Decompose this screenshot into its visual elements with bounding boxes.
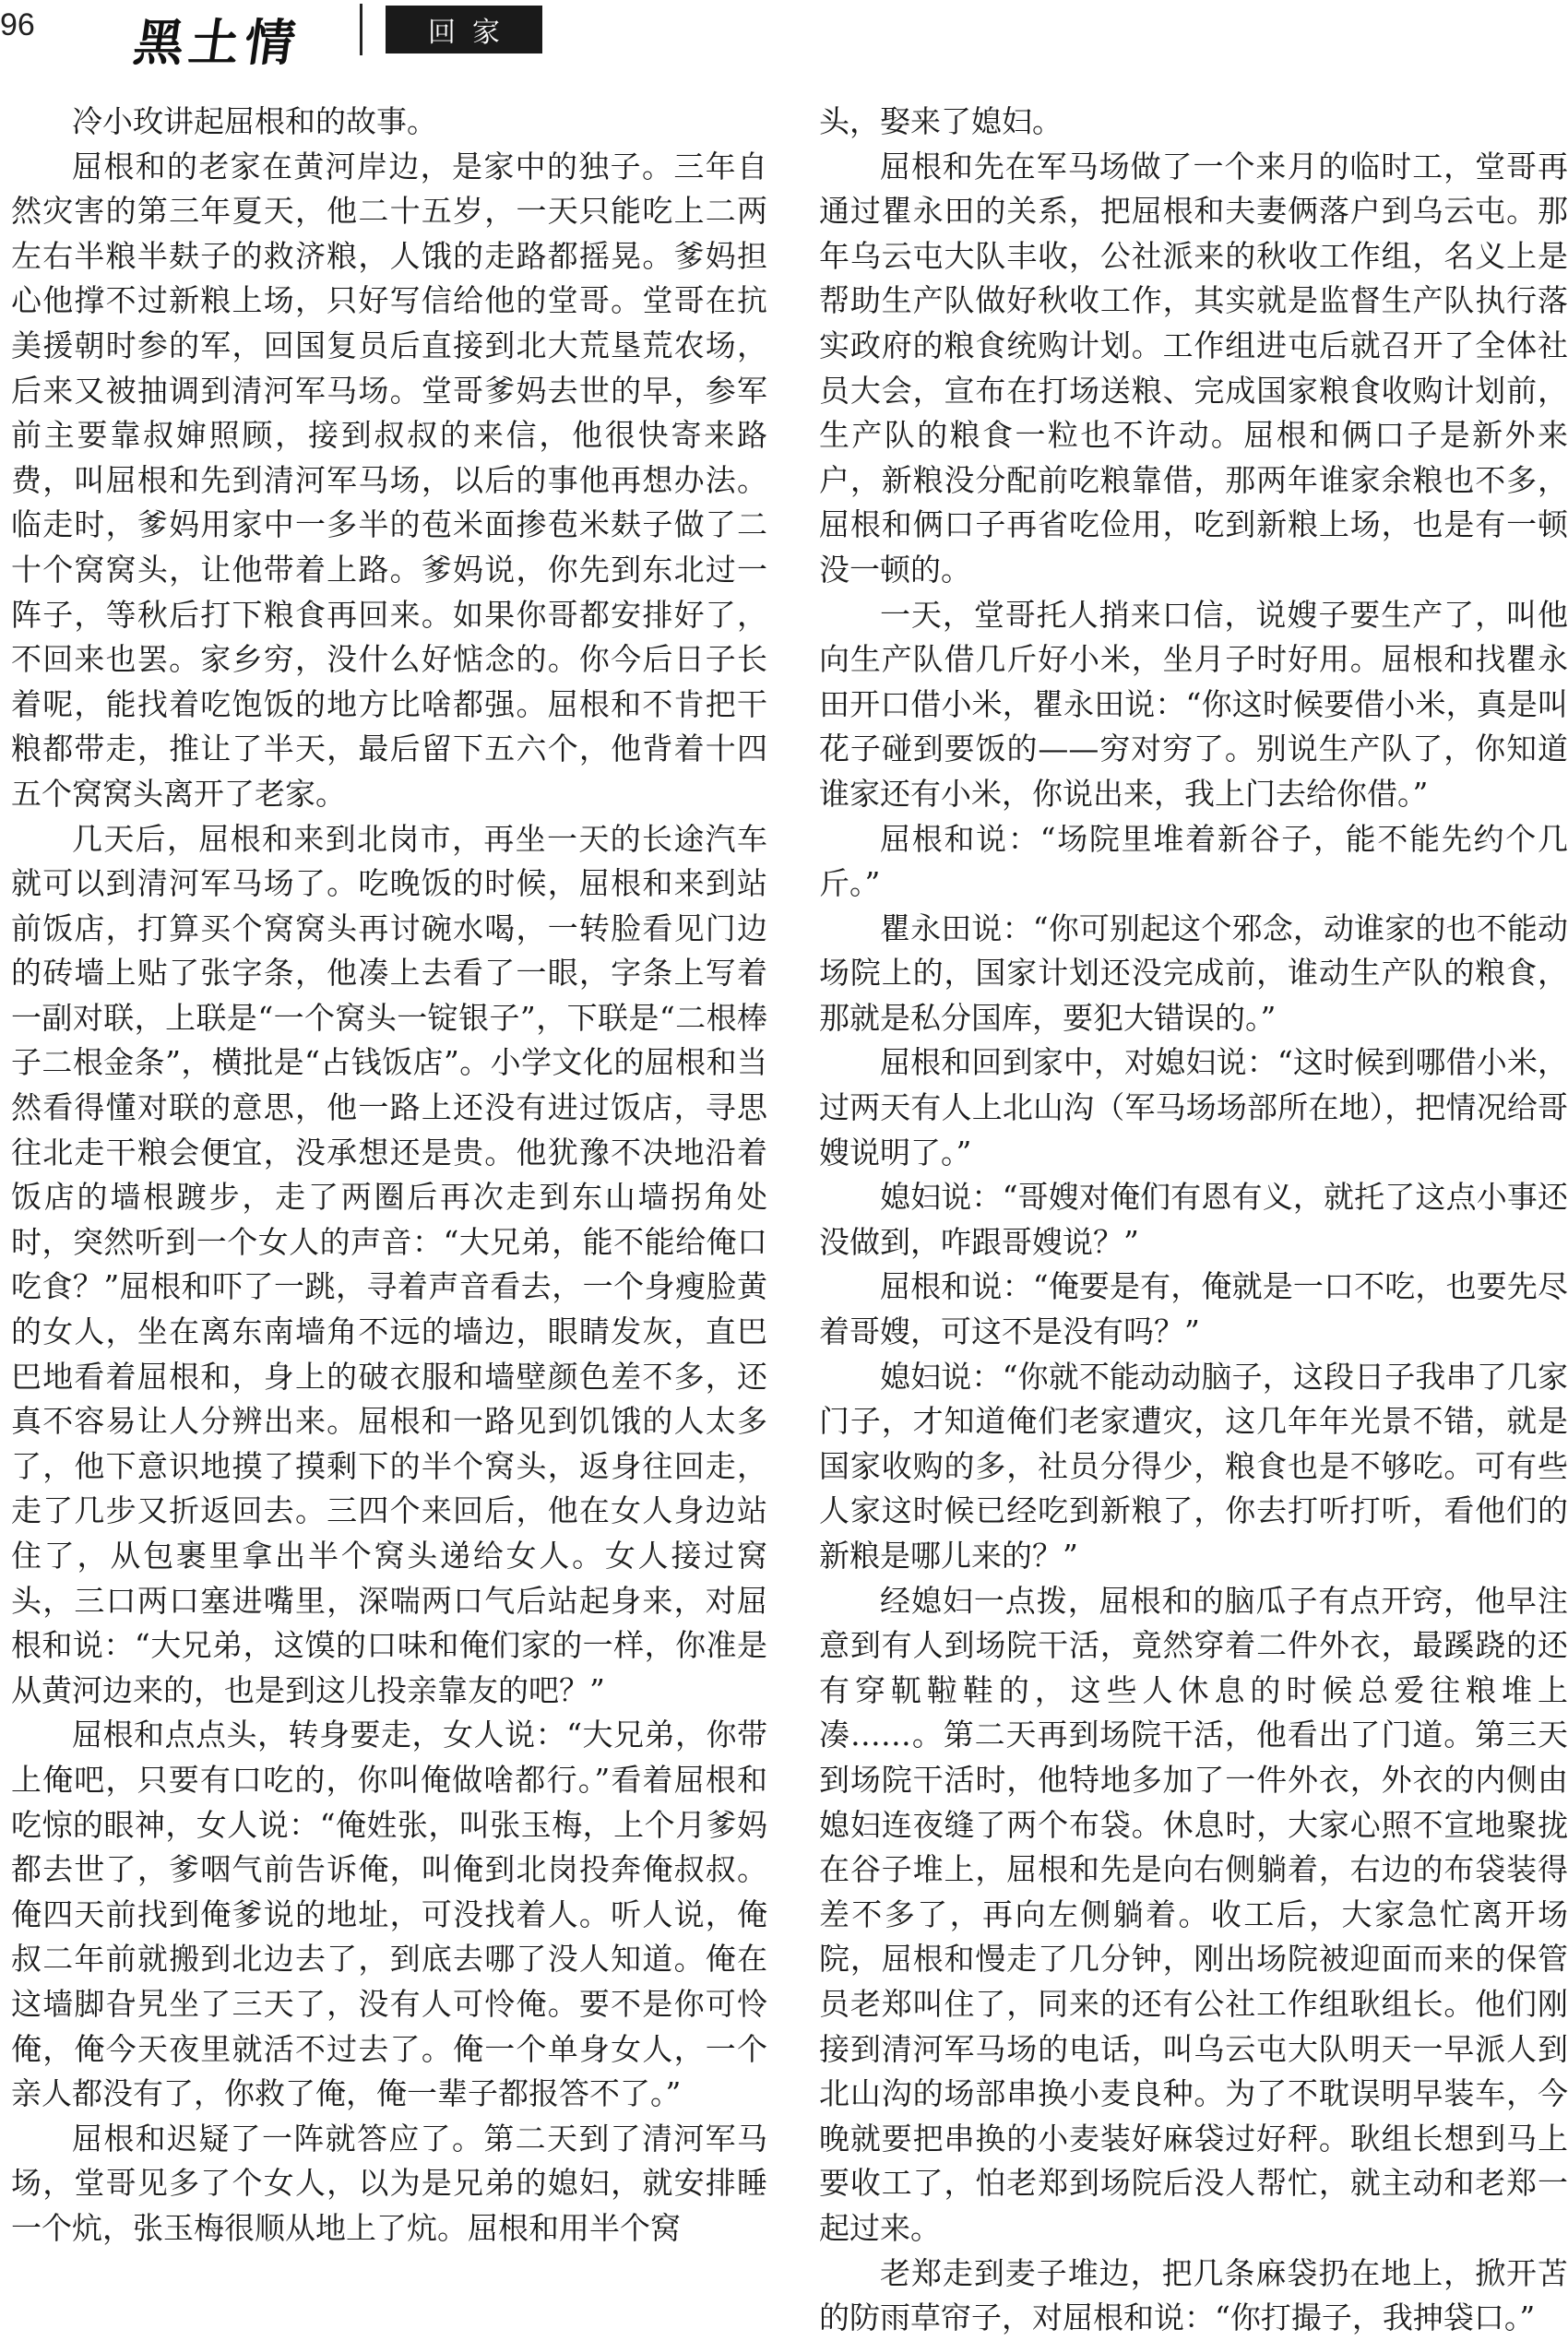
paragraph: 瞿永田说：“你可别起这个邪念，动谁家的也不能动场院上的，国家计划还没完成前，谁动生产队的粮食，那就是私分国库，要犯大错误的。” bbox=[819, 909, 1568, 1036]
paragraph: 几天后，屈根和来到北岗市，再坐一天的长途汽车就可以到清河军马场了。吃晚饭的时候，屈根和来到站前饭店，打算买个窝窝头再讨碗水喝，一转脸看见门边的砖墙上贴了张字条，他凑上去看了一眼，字条上写着一副对联，上联是“一个窝头一锭银子”，下联是“二根棒子二根金条”，横批是“占钱饭店”。小学文化的屈根和当然看得懂对联的意思，他一路上还没有进过饭店，寻思往北走干粮会便宜，没承想还是贵。他犹豫不决地沿着饭店的墙根踱步，走了两圈后再次走到东山墙拐角处时，突然听到一个女人的声音：“大兄弟，能不能给俺口吃食？”屈根和吓了一跳，寻着声音看去，一个身瘦脸黄的女人，坐在离东南墙角不远的墙边，眼睛发灰，直巴巴地看着屈根和，身上的破衣服和墙壁颜色差不多，还真不容易让人分辨出来。屈根和一路见到饥饿的人太多了，他下意识地摸了摸剩下的半个窝头，返身往回走，走了几步又折返回去。三四个来回后，他在女人身边站住了，从包裹里拿出半个窝头递给女人。女人接过窝头，三口两口塞进嘴里，深喘两口气后站起身来，对屈根和说：“大兄弟，这馍的口味和俺们家的一样，你准是从黄河边来的，也是到这儿投亲靠友的吧？” bbox=[11, 820, 767, 1708]
paragraph: 经媳妇一点拨，屈根和的脑瓜子有点开窍，他早注意到有人到场院干活，竟然穿着二件外衣，最蹊跷的还有穿靰鞡鞋的，这些人休息的时候总爱往粮堆上凑……。第二天再到场院干活，他看出了门道。第三天到场院干活时，他特地多加了一件外衣，外衣的内侧由媳妇连夜缝了两个布袋。休息时，大家心照不宣地聚拢在谷子堆上，屈根和先是向右侧躺着，右边的布袋装得差不多了，再向左侧躺着。收工后，大家急忙离开场院，屈根和慢走了几分钟，刚出场院被迎面而来的保管员老郑叫住了，同来的还有公社工作组耿组长。他们刚接到清河军马场的电话，叫乌云屯大队明天一早派人到北山沟的场部串换小麦良种。为了不耽误明早装车，今晚就要把串换的小麦装好麻袋过好秤。耿组长想到马上要收工了，怕老郑到场院后没人帮忙，就主动和老郑一起过来。 bbox=[819, 1582, 1568, 2246]
paragraph-continued: 头，娶来了媳妇。 bbox=[819, 103, 1063, 139]
magazine-title: 黑土情 bbox=[130, 13, 305, 72]
left-column bbox=[11, 100, 767, 2252]
paragraph: 媳妇说：“哥嫂对俺们有恩有义，就托了这点小事还没做到，咋跟哥嫂说？” bbox=[819, 1179, 1568, 1260]
paragraph: 屈根和点点头，转身要走，女人说：“大兄弟，你带上俺吧，只要有口吃的，你叫俺做啥都行。”看着屈根和吃惊的眼神，女人说：“俺姓张，叫张玉梅，上个月爹妈都去世了，爹咽气前告诉俺，叫俺到北岗投奔俺叔叔。俺四天前找到俺爹说的地址，可没找着人。听人说，俺叔二年前就搬到北边去了，到底去哪了没人知道。俺在这墙脚旮旯坐了三天了，没有人可怜俺。要不是你可怜俺，俺今天夜里就活不过去了。俺一个单身女人，一个亲人都没有了，你救了俺，俺一辈子都报答不了。” bbox=[11, 1717, 767, 2112]
paragraph: 屈根和回到家中，对媳妇说：“这时候到哪借小米，过两天有人上北山沟（军马场场部所在地），把情况给哥嫂说明了。” bbox=[819, 1044, 1568, 1170]
paragraph: 屈根和迟疑了一阵就答应了。第二天到了清河军马场，堂哥见多了个女人，以为是兄弟的媳妇，就安排睡一个炕，张玉梅很顺从地上了炕。屈根和用半个窝 bbox=[11, 2120, 767, 2246]
paragraph: 屈根和说：“场院里堆着新谷子，能不能先约个几斤。” bbox=[819, 820, 1568, 902]
page-number: 96 bbox=[0, 7, 35, 42]
section-label: 回家 bbox=[386, 6, 542, 53]
header-divider bbox=[360, 4, 362, 55]
paragraph: 媳妇说：“你就不能动动脑子，这段日子我串了几家门子，才知道俺们老家遭灾，这几年年光景不错，就是国家收购的多，社员分得少，粮食也是不够吃。可有些人家这时候已经吃到新粮了，你去打听打听，看他们的新粮是哪儿来的？” bbox=[819, 1358, 1568, 1574]
paragraph: 屈根和说：“俺要是有，俺就是一口不吃，也要先尽着哥嫂，可这不是没有吗？” bbox=[819, 1268, 1568, 1350]
paragraph: 一天，堂哥托人捎来口信，说嫂子要生产了，叫他向生产队借几斤好小米，坐月子时好用。屈根和找瞿永田开口借小米，瞿永田说：“你这时候要借小米，真是叫花子碰到要饭的——穷对穷了。别说生产队了，你知道谁家还有小米，你说出来，我上门去给你借。” bbox=[819, 596, 1568, 812]
paragraph: 屈根和的老家在黄河岸边，是家中的独子。三年自然灾害的第三年夏天，他二十五岁，一天只能吃上二两左右半粮半麸子的救济粮，人饿的走路都摇晃。爹妈担心他撑不过新粮上场，只好写信给他的堂哥。堂哥在抗美援朝时参的军，回国复员后直接到北大荒垦荒农场，后来又被抽调到清河军马场。堂哥爹妈去世的早，参军前主要靠叔婶照顾，接到叔叔的来信，他很快寄来路费，叫屈根和先到清河军马场，以后的事他再想办法。临走时，爹妈用家中一多半的苞米面掺苞米麸子做了二十个窝窝头，让他带着上路。爹妈说，你先到东北过一阵子，等秋后打下粮食再回来。如果你哥都安排好了，不回来也罢。家乡穷，没什么好惦念的。你今后日子长着呢，能找着吃饱饭的地方比啥都强。屈根和不肯把干粮都带走，推让了半天，最后留下五六个，他背着十四五个窝窝头离开了老家。 bbox=[11, 148, 767, 812]
paragraph: 老郑走到麦子堆边，把几条麻袋扔在地上，掀开苫的防雨草帘子，对屈根和说：“你打撮子，我抻袋口。” bbox=[819, 2254, 1568, 2336]
paragraph: 冷小玫讲起屈根和的故事。 bbox=[72, 103, 437, 139]
page-header bbox=[0, 0, 1568, 72]
right-column bbox=[819, 100, 1568, 2341]
paragraph: 屈根和先在军马场做了一个来月的临时工，堂哥再通过瞿永田的关系，把屈根和夫妻俩落户到乌云屯。那年乌云屯大队丰收，公社派来的秋收工作组，名义上是帮助生产队做好秋收工作，其实就是监督生产队执行落实政府的粮食统购计划。工作组进屯后就召开了全体社员大会，宣布在打场送粮、完成国家粮食收购计划前，生产队的粮食一粒也不许动。屈根和俩口子是新外来户，新粮没分配前吃粮靠借，那两年谁家余粮也不多，屈根和俩口子再省吃俭用，吃到新粮上场，也是有一顿没一顿的。 bbox=[819, 148, 1568, 588]
